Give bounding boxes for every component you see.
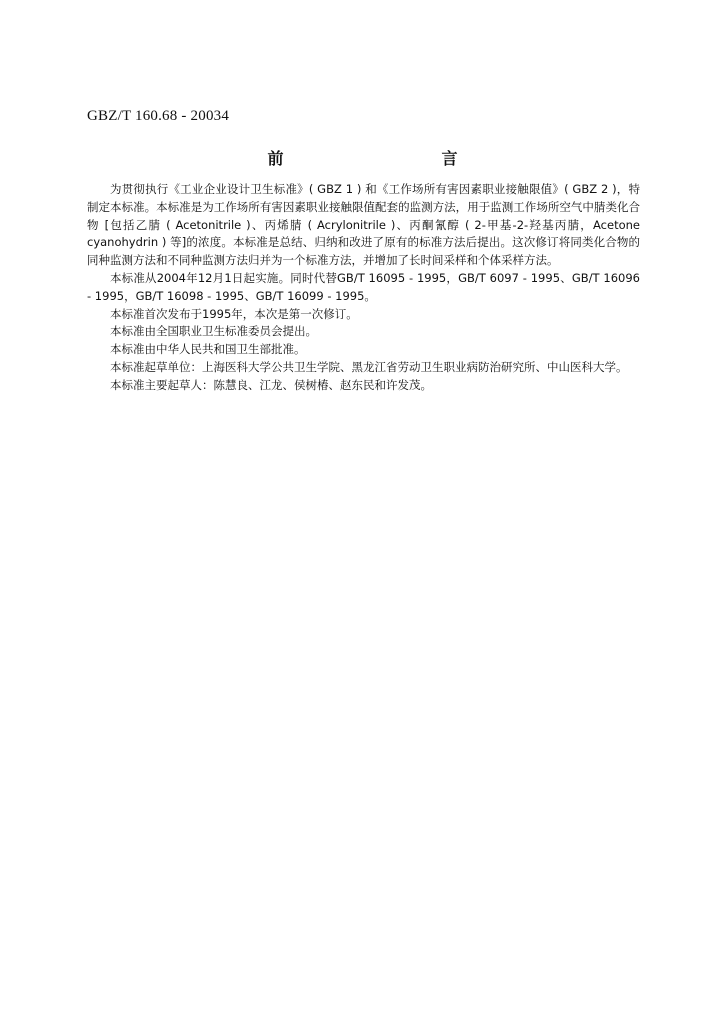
paragraph-approver: 本标准由中华人民共和国卫生部批准。 <box>110 342 306 357</box>
paragraph-effective-date: 本标准从2004年12月1日起实施。同时代替GB/T 16095 - 1995，GB/T 6097 - 1995、GB/T 16096 - 1995，GB/T 16098 - 1995、GB/T 16099 - 1995。 <box>87 270 640 303</box>
paragraph-purpose: 为贯彻执行《工业企业设计卫生标准》( GBZ 1 ) 和《工作场所有害因素职业接触限值》( GBZ 2 )，特制定本标准。本标准是为工作场所有害因素职业接触限值配套的监测方法，用于监测工作场所空气中腈类化合物 [包括乙腈 ( Acetonitrile )、丙烯腈 ( Acrylonitrile )、丙酮氰醇 ( 2-甲基-2-羟基丙腈，Acetone cyanohydrin ) 等]的浓度。本标准是总结、归纳和改进了原有的标准方法后提出。这次修订将同类化合物的同种监测方法和不同种监测方法归并为一个标准方法，并增加了长时间采样和个体采样方法。 <box>87 182 640 268</box>
paragraph-drafters: 本标准主要起草人：陈慧良、江龙、侯树椿、赵东民和许发茂。 <box>110 377 432 392</box>
foreword-heading: 前 言 <box>267 149 500 168</box>
paragraph-drafting-units: 本标准起草单位：上海医科大学公共卫生学院、黑龙江省劳动卫生职业病防治研究所、中山医科大学。 <box>110 359 628 374</box>
standard-number: GBZ/T 160.68 - 20034 <box>87 108 230 124</box>
paragraph-first-release: 本标准首次发布于1995年，本次是第一次修订。 <box>110 306 358 321</box>
foreword-body <box>87 181 640 395</box>
paragraph-proposer: 本标准由全国职业卫生标准委员会提出。 <box>110 324 317 339</box>
